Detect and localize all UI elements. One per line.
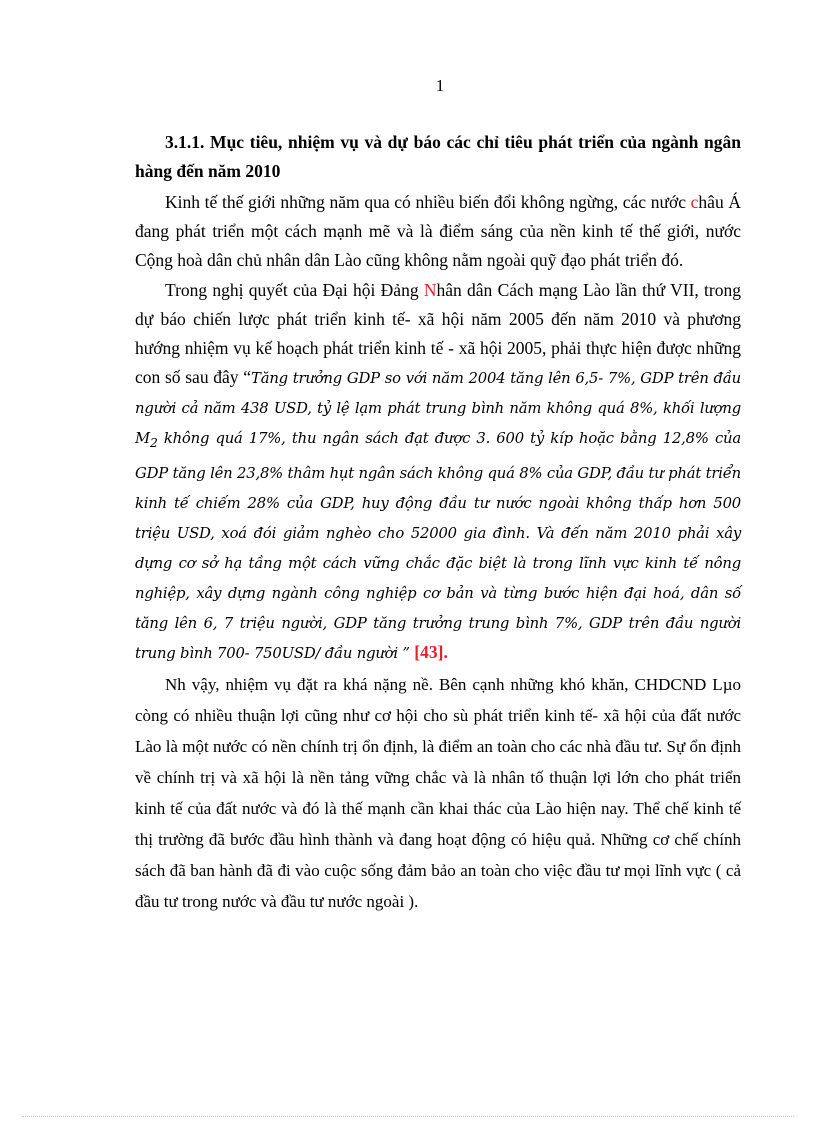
paragraph-1	[135, 188, 741, 275]
page-number: 1	[435, 76, 445, 95]
paragraph-1-text-a: Kinh tế thế giới những năm qua có nhiều biến đổi không ngừng, các nước	[165, 192, 691, 212]
paragraph-2	[135, 276, 741, 668]
paragraph-1-text-b: hâu Á đang phát triển một cách mạnh mẽ và là điểm sáng của nền kinh tế thế giới, nước Cộng hoà dân chủ nhân dân Lào cũng không nằm ngoài quỹ đạo phát triển đó.	[135, 192, 741, 270]
quotation-text-a: Tăng trưởng GDP so với năm 2004 tăng lên 6,5- 7%, GDP trên đầu người cả năm 438 USD, tỷ lệ lạm phát trung bình năm không quá 8%, khối lượng M	[135, 370, 742, 447]
citation-reference: [43].	[414, 641, 448, 662]
paragraph-2-text-b: hân dân Cách mạng Lào lần thứ VII, trong dự báo chiến lược phát triển kinh tế- xã hội năm 2005 đến năm 2010 và phương hướng nhiệm vụ kế hoạch phát triển kinh tế - xã hội 2005, phải thực hiện được những con số sau đây “	[135, 280, 741, 387]
paragraph-1-red-letter: c	[690, 192, 699, 212]
quotation	[135, 370, 741, 662]
paragraph-3: Nh vậy, nhiệm vụ đặt ra khá nặng nề. Bên cạnh những khó khăn, CHDCND Lµo còng có nhiều thuận lợi cũng như cơ hội cho sù phát triển kinh tế- xã hội của đất nước Lào là một nước có nền chính trị ổn định, là điểm an toàn cho các nhà đầu tư. Sự ổn định về chính trị và xã hội là nền tảng vững chắc và là nhân tố thuận lợi lớn cho phát triển kinh tế của đất nước và đó là thế mạnh cần khai thác của Lào hiện nay. Thể chế kinh tế thị trường đã bước đầu hình thành và đang hoạt động có hiệu quả. Những cơ chế chính sách đã ban hành đã đi vào cuộc sống đảm bảo an toàn cho việc đầu tư mọi lĩnh vực ( cả đầu tư trong nước và đầu tư nước ngoài ).	[135, 674, 741, 911]
quotation-text-b: không quá 17%, thu ngân sách đạt được 3. 600 tỷ kíp hoặc bằng 12,8% của GDP tăng lên 23,8% thâm hụt ngân sách không quá 8% của GDP, đầu tư phát triển kinh tế chiếm 28% của GDP, huy động đầu tư nước ngoài không thấp hơn 500 triệu USD, xoá đói giảm nghèo cho 52000 gia đình. Và đến năm 2010 phải xây dựng cơ sở hạ tầng một cách vững chắc đặc biệt là trong lĩnh vực kinh tế nông nghiệp, xây dựng ngành công nghiệp cơ bản và từng bước hiện đại hoá, dân số tăng lên 6, 7 triệu người, GDP tăng trưởng trung bình 7%, GDP trên đầu người trung bình 700- 750USD/ đầu người ”	[135, 430, 741, 662]
page-bottom-divider	[22, 1116, 794, 1117]
paragraph-2-red-letter: N	[423, 280, 437, 300]
section-heading: 3.1.1. Mục tiêu, nhiệm vụ và dự báo các chỉ tiêu phát triển của ngành ngân hàng đến năm 2010	[135, 132, 741, 181]
document-body	[135, 128, 741, 917]
quotation-subscript: 2	[149, 435, 158, 450]
paragraph-2-text-a: Trong nghị quyết của Đại hội Đảng	[165, 280, 424, 300]
